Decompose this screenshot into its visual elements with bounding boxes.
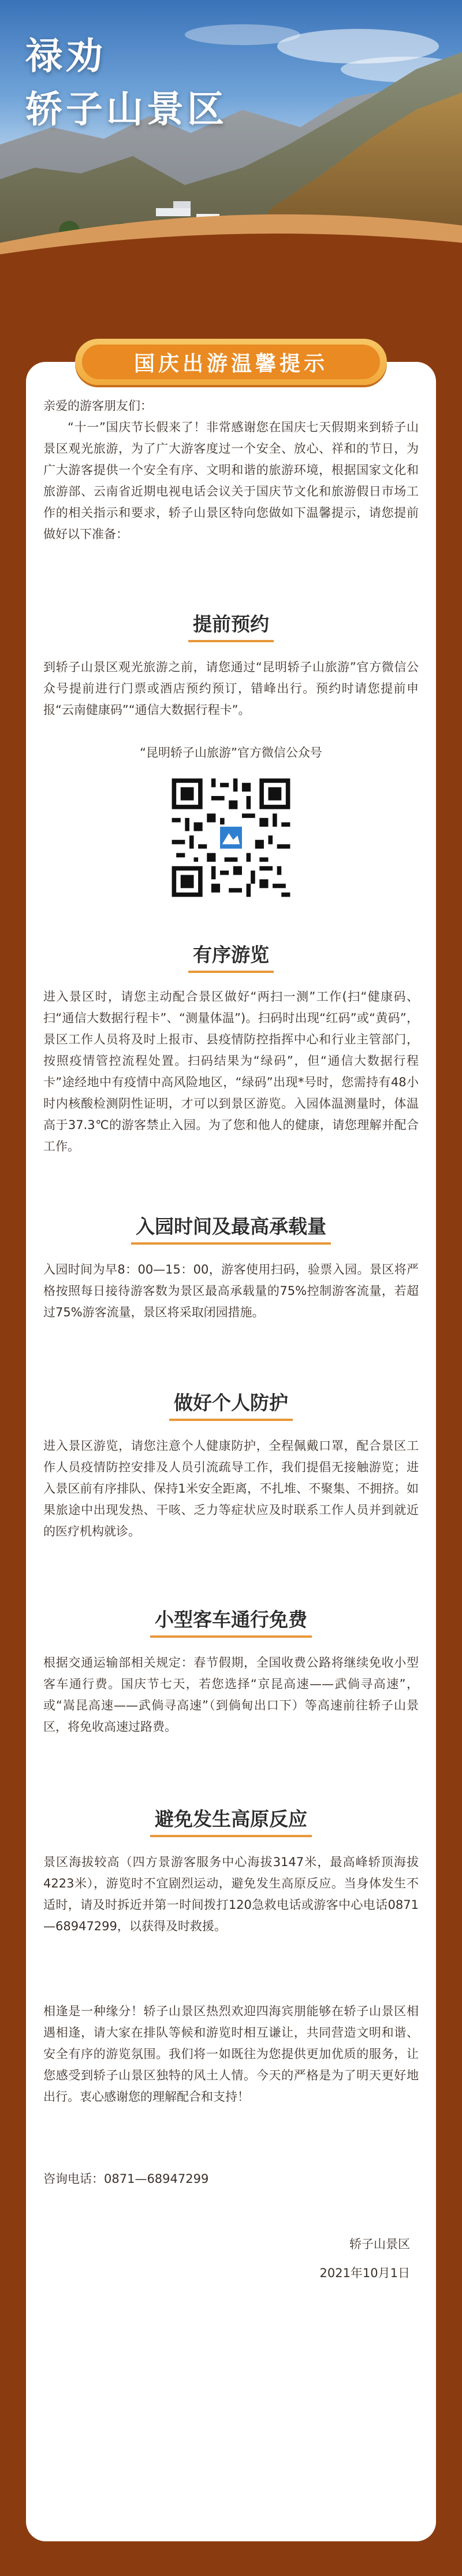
content-card [26,351,436,2541]
title-banner [75,339,387,385]
section-title-personal-protection: 做好个人防护 [169,1388,293,1421]
contact-phone: 咨询电话：0871—68947299 [43,2172,209,2186]
hero-title-line1: 禄劝 [25,35,106,78]
hero-title-line2: 轿子山景区 [25,88,228,131]
qr-code-label: “昆明轿子山旅游”官方微信公众号 [140,746,322,760]
greeting: 亲爱的游客朋友们： [43,399,152,413]
section-title-entry-time-capacity: 入园时间及最高承载量 [131,1212,331,1245]
banner-title: 国庆出游温馨提示 [133,351,328,376]
section-body-orderly-visit: 进入景区时，请您主动配合景区做好“两扫一测”工作(扫“健康码、扫“通信大数据行程卡”、“测量体温”)。扫码时出现“红码”或“黄码”，景区工作人员将及时上报市、县疫情防控指挥中心和行业主管部门，按照疫情管控流程处置。扫码结果为“绿码”，但“通信大数据行程卡”途经地中有疫情中高风险地区，“绿码”出现*号时，您需持有48小时内核酸检测阴性证明，才可以到景区游览。入园体温测量时，体温高于37.3℃的游客禁止入园。为了您和他人的健康，请您理解并配合工作。 [43,990,419,1153]
section-body-personal-protection: 进入景区游览，请您注意个人健康防护，全程佩戴口罩，配合景区工作人员疫情防控安排及人员引流疏导工作，我们提倡无接触游览；进入景区前有序排队、保持1米安全距离，不扎堆、不聚集、不拥挤。如果旅途中出现发热、干咳、乏力等症状应及时联系工作人员并到就近的医疗机构就诊。 [43,1439,419,1538]
section-body-free-toll: 根据交通运输部相关规定：春节假期，全国收费公路将继续免收小型客车通行费。国庆节七天，若您选择“京昆高速——武倘寻高速”，或“嵩昆高速——武倘寻高速”（到倘甸出口下）等高速前往轿子山景区，将免收高速过路费。 [43,1656,419,1734]
section-title-advance-booking: 提前预约 [188,609,274,642]
section-title-orderly-visit: 有序游览 [188,940,274,973]
hero-banner-image [0,0,462,272]
section-title-altitude-sickness: 避免发生高原反应 [150,1804,312,1837]
signature-date: 2021年10月1日 [319,2266,410,2280]
closing-body: 相逢是一种缘分！轿子山景区热烈欢迎四海宾朋能够在轿子山景区相遇相逢，请大家在排队等候和游览时相互谦让，共同营造文明和谐、安全有序的游览氛围。我们将一如既往为您提供更加优质的服务，让您感受到轿子山景区独特的风土人情。今天的严格是为了明天更好地出行。衷心感谢您的理解配合和支持！ [43,2004,419,2104]
section-title-free-toll: 小型客车通行免费 [150,1605,312,1638]
section-body-advance-booking: 到轿子山景区观光旅游之前，请您通过“昆明轿子山旅游”官方微信公众号提前进行门票或酒店预约预订，错峰出行。预约时请您提前申报“云南健康码”“通信大数据行程卡”。 [43,660,419,717]
wechat-qr-code-icon [167,774,295,901]
section-heading [26,1804,436,1837]
section-heading [26,609,436,642]
section-heading [26,1212,436,1245]
footer-band [0,2541,462,2576]
section-heading [26,940,436,973]
intro-body: “十一”国庆节长假来了！非常感谢您在国庆七天假期来到轿子山景区观光旅游，为了广大游客度过一个安全、放心、祥和的节日，为广大游客提供一个安全有序、文明和谐的旅游环境，根据国家文化和旅游部、云南省近期电视电话会议关于国庆节文化和旅游假日市场工作的相关指示和要求，轿子山景区特向您做如下温馨提示，请您提前做好以下准备： [43,420,419,541]
section-body-altitude-sickness: 景区海拔较高（四方景游客服务中心海拔3147米，最高峰轿顶海拔4223米），游览时不宜剧烈运动，避免发生高原反应。当身体发生不适时，请及时拆近并第一时间拨打120急救电话或游客中心电话0871—68947299，以获得及时救援。 [43,1855,419,1933]
signature-org: 轿子山景区 [349,2237,410,2251]
section-body-entry-time-capacity: 入园时间为早8：00—15：00，游客使用扫码，验票入园。景区将严格按照每日接待游客数为景区最高承载量的75%控制游客流量，若超过75%游客流量，景区将采取闭园措施。 [43,1263,419,1319]
section-heading [26,1388,436,1421]
section-heading [26,1605,436,1638]
